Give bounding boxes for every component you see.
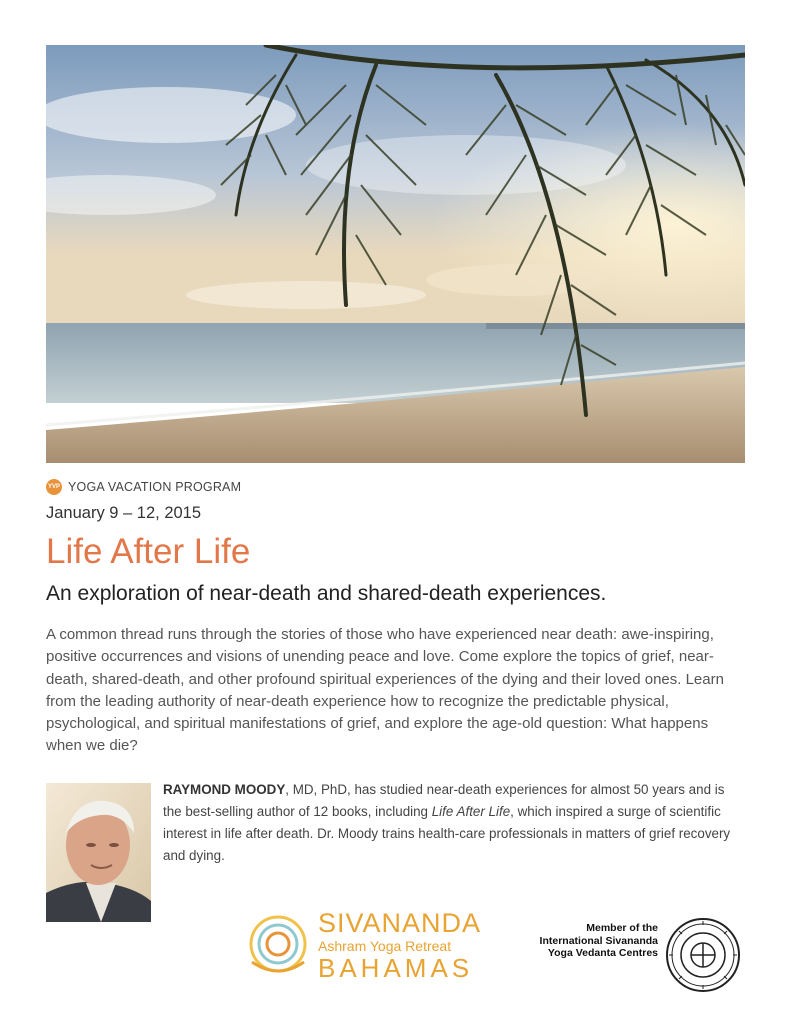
hero-beach-image xyxy=(46,45,745,463)
intro-paragraph: A common thread runs through the stories of those who have experienced near death: awe-inspiring, positive occurrences and visions of unending peace and love. Come explore the topics of grief, near-death, shared-death, and other profound spiritual experiences of the dying and their loved ones. Learn from the leading authority of near-death experience how to recognize the predictable physical, psychological, and spiritual manifestations of grief, and explore the age-old question: What happens when we die? xyxy=(46,626,724,755)
sivananda-logo xyxy=(248,910,481,981)
program-label: YOGA VACATION PROGRAM xyxy=(68,480,242,494)
speaker-bio xyxy=(163,779,746,867)
speaker-portrait xyxy=(46,783,151,922)
speaker-name: RAYMOND MOODY xyxy=(163,782,286,797)
event-date: January 9 – 12, 2015 xyxy=(46,504,202,522)
sun-rings-icon xyxy=(248,914,308,978)
bio-book-title: Life After Life xyxy=(431,804,511,819)
member-line-2: International Sivananda xyxy=(539,934,658,947)
event-title: Life After Life xyxy=(46,532,251,571)
logo-bahamas: BAHAMAS xyxy=(318,953,474,983)
yvp-badge-icon: YVP xyxy=(46,479,62,495)
member-line-3: Yoga Vedanta Centres xyxy=(547,947,658,959)
bio-text-2: , which inspired a surge of scientific interest in life after death. Dr. Moody trains health-care professionals in matters of grief recovery and dying. xyxy=(163,804,731,863)
membership-note xyxy=(518,922,658,960)
member-line-1: Member of the xyxy=(586,922,658,934)
program-badge-row xyxy=(46,479,241,495)
bio-text-1: , MD, PhD, has studied near-death experiences for almost 50 years and is the best-selling author of 12 books, including xyxy=(163,782,725,819)
beach-palm-illustration xyxy=(46,45,745,463)
event-subtitle: An exploration of near-death and shared-death experiences. xyxy=(46,582,607,605)
logo-sivananda: SIVANANDA xyxy=(318,908,482,938)
logo-ashram: Ashram Yoga Retreat xyxy=(318,938,452,954)
portrait-illustration xyxy=(46,783,151,922)
ivc-seal-icon xyxy=(665,917,741,998)
